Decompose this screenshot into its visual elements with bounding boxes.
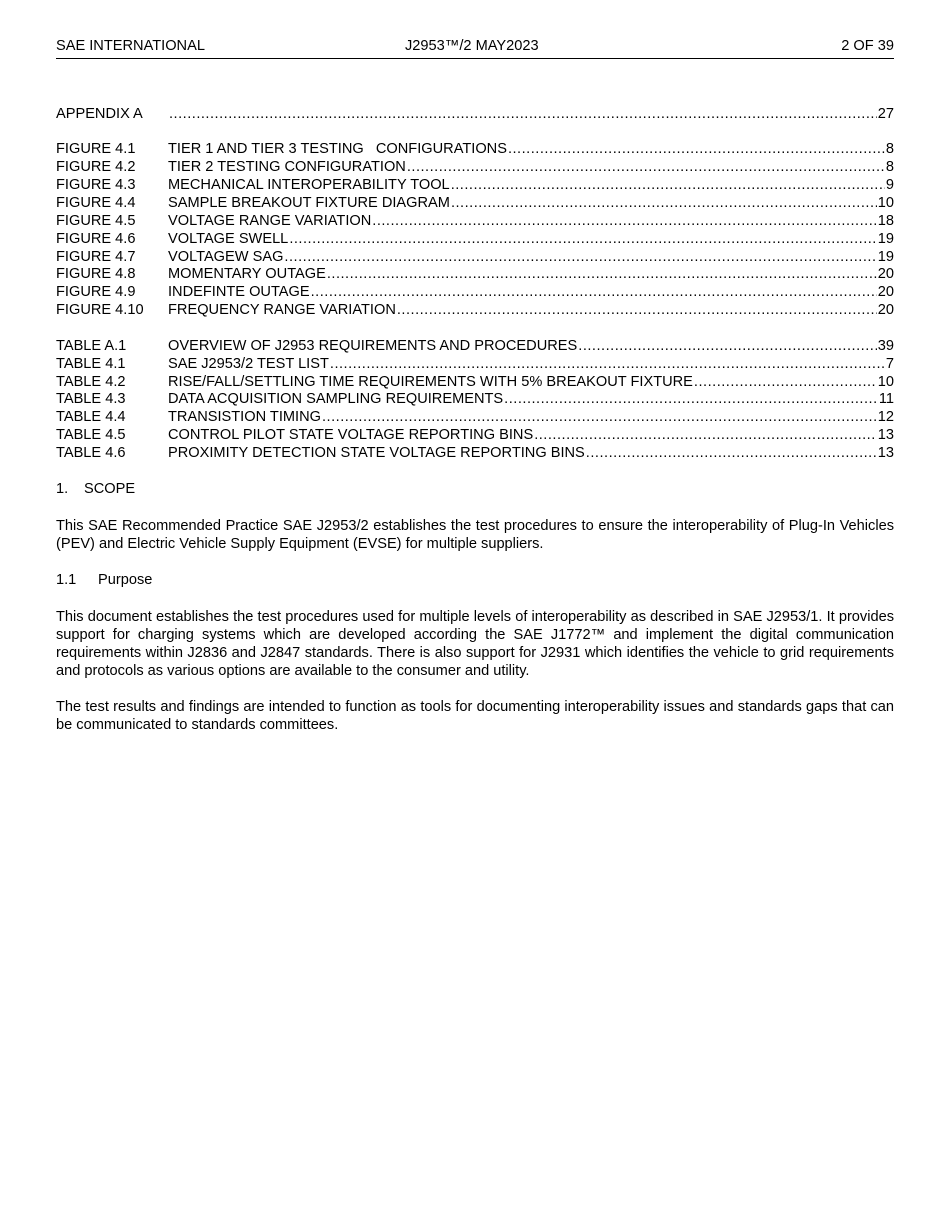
toc-label: FIGURE 4.2 (56, 159, 136, 175)
toc-entry-figure[interactable] (56, 265, 894, 283)
toc-leader-dots (534, 426, 877, 444)
toc-entry-figure[interactable] (56, 248, 894, 266)
toc-entry-figure[interactable] (56, 283, 894, 301)
header-document-id: J2953™/2 MAY2023 (405, 38, 539, 54)
section-title: Purpose (98, 572, 153, 588)
toc-label: FIGURE 4.8 (56, 266, 136, 282)
toc-leader-dots (169, 105, 877, 123)
toc-leader-dots (504, 390, 878, 408)
purpose-paragraph: This document establishes the test procedures used for multiple levels of interoperability as described in SAE J2953/1. It provides support for charging systems which are developed according the SAE J1772™ and implement the digital communication requirements within J2836 and J2847 standards. There is also support for J2931 which identifies the vehicle to grid requirements and protocols as various options are available to the consumer and utility. (56, 609, 894, 679)
toc-entry-figure[interactable] (56, 212, 894, 230)
toc-leader-dots (578, 337, 877, 355)
toc-leader-dots (311, 283, 877, 301)
toc-leader-dots (289, 230, 876, 248)
toc-title: VOLTAGEW SAG (168, 249, 284, 265)
section-heading-purpose (56, 571, 152, 589)
toc-page: 20 (877, 302, 894, 318)
toc-title: TIER 2 TESTING CONFIGURATION (168, 159, 406, 175)
section-title: SCOPE (84, 481, 136, 497)
toc-entry-figure[interactable] (56, 176, 894, 194)
toc-entry-table[interactable] (56, 390, 894, 408)
section-heading-scope (56, 480, 135, 498)
toc-label: TABLE 4.2 (56, 374, 126, 390)
toc-label: TABLE 4.5 (56, 427, 126, 443)
toc-label: TABLE 4.3 (56, 391, 126, 407)
toc-page: 19 (877, 231, 894, 247)
toc-entry-appendix[interactable] (56, 105, 894, 123)
toc-label: FIGURE 4.3 (56, 177, 136, 193)
toc-label: TABLE 4.6 (56, 445, 126, 461)
toc-page: 12 (877, 409, 894, 425)
toc-leader-dots (330, 355, 885, 373)
toc-label: TABLE A.1 (56, 338, 127, 354)
toc-page: 7 (885, 356, 894, 372)
toc-leader-dots (327, 265, 877, 283)
toc-title: PROXIMITY DETECTION STATE VOLTAGE REPORTING BINS (168, 445, 585, 461)
toc-page: 10 (877, 374, 894, 390)
toc-page: 18 (877, 213, 894, 229)
toc-title: MECHANICAL INTEROPERABILITY TOOL (168, 177, 450, 193)
toc-entry-figure[interactable] (56, 194, 894, 212)
toc-label: FIGURE 4.4 (56, 195, 136, 211)
toc-title: OVERVIEW OF J2953 REQUIREMENTS AND PROCEDURES (168, 338, 578, 354)
toc-leader-dots (451, 176, 885, 194)
toc-label: FIGURE 4.7 (56, 249, 136, 265)
toc-page: 20 (877, 284, 894, 300)
scope-paragraph: This SAE Recommended Practice SAE J2953/2 establishes the test procedures to ensure the interoperability of Plug-In Vehicles (PEV) and Electric Vehicle Supply Equipment (EVSE) for multiple suppliers. (56, 518, 894, 552)
toc-label: FIGURE 4.6 (56, 231, 136, 247)
toc-leader-dots (284, 248, 876, 266)
toc-entry-table[interactable] (56, 408, 894, 426)
purpose-paragraph: The test results and findings are intended to function as tools for documenting interoperability issues and standards gaps that can be communicated to standards committees. (56, 699, 894, 733)
toc-title: SAE J2953/2 TEST LIST (168, 356, 329, 372)
toc-leader-dots (407, 158, 885, 176)
header-page-number: 2 OF 39 (841, 38, 894, 54)
section-number: 1.1 (56, 572, 77, 588)
toc-page: 8 (885, 159, 894, 175)
toc-page: 13 (877, 427, 894, 443)
toc-title: TRANSISTION TIMING (168, 409, 321, 425)
toc-title: INDEFINTE OUTAGE (168, 284, 310, 300)
toc-leader-dots (397, 301, 877, 319)
toc-page: 10 (877, 195, 894, 211)
toc-leader-dots (322, 408, 877, 426)
toc-title: VOLTAGE RANGE VARIATION (168, 213, 372, 229)
toc-page: 13 (877, 445, 894, 461)
toc-page: 19 (877, 249, 894, 265)
toc-page: 9 (885, 177, 894, 193)
toc-leader-dots (451, 194, 877, 212)
toc-entry-figure[interactable] (56, 230, 894, 248)
toc-leader-dots (694, 373, 877, 391)
toc-title: VOLTAGE SWELL (168, 231, 289, 247)
toc-title: DATA ACQUISITION SAMPLING REQUIREMENTS (168, 391, 504, 407)
toc-entry-figure[interactable] (56, 140, 894, 158)
toc-title: FREQUENCY RANGE VARIATION (168, 302, 396, 318)
toc-page: 20 (877, 266, 894, 282)
header-organization: SAE INTERNATIONAL (56, 38, 205, 54)
toc-label: APPENDIX A (56, 106, 143, 122)
toc-page: 39 (877, 338, 894, 354)
toc-entry-table[interactable] (56, 373, 894, 391)
toc-label: TABLE 4.1 (56, 356, 126, 372)
toc-leader-dots (586, 444, 877, 462)
toc-leader-dots (372, 212, 877, 230)
page-header (56, 38, 894, 59)
toc-label: FIGURE 4.5 (56, 213, 136, 229)
toc-title: CONTROL PILOT STATE VOLTAGE REPORTING BINS (168, 427, 534, 443)
toc-label: TABLE 4.4 (56, 409, 126, 425)
toc-entry-table[interactable] (56, 355, 894, 373)
toc-label: FIGURE 4.10 (56, 302, 144, 318)
toc-page: 27 (877, 106, 894, 122)
section-number: 1. (56, 481, 69, 497)
toc-entry-table[interactable] (56, 337, 894, 355)
toc-title: MOMENTARY OUTAGE (168, 266, 326, 282)
toc-entry-table[interactable] (56, 426, 894, 444)
toc-title: SAMPLE BREAKOUT FIXTURE DIAGRAM (168, 195, 450, 211)
toc-entry-table[interactable] (56, 444, 894, 462)
toc-label: FIGURE 4.9 (56, 284, 136, 300)
toc-entry-figure[interactable] (56, 158, 894, 176)
toc-page: 8 (885, 141, 894, 157)
toc-page: 11 (878, 391, 894, 407)
toc-title: TIER 1 AND TIER 3 TESTING CONFIGURATIONS (168, 141, 507, 157)
toc-entry-figure[interactable] (56, 301, 894, 319)
toc-title: RISE/FALL/SETTLING TIME REQUIREMENTS WITH 5% BREAKOUT FIXTURE (168, 374, 693, 390)
toc-leader-dots (508, 140, 885, 158)
toc-label: FIGURE 4.1 (56, 141, 136, 157)
